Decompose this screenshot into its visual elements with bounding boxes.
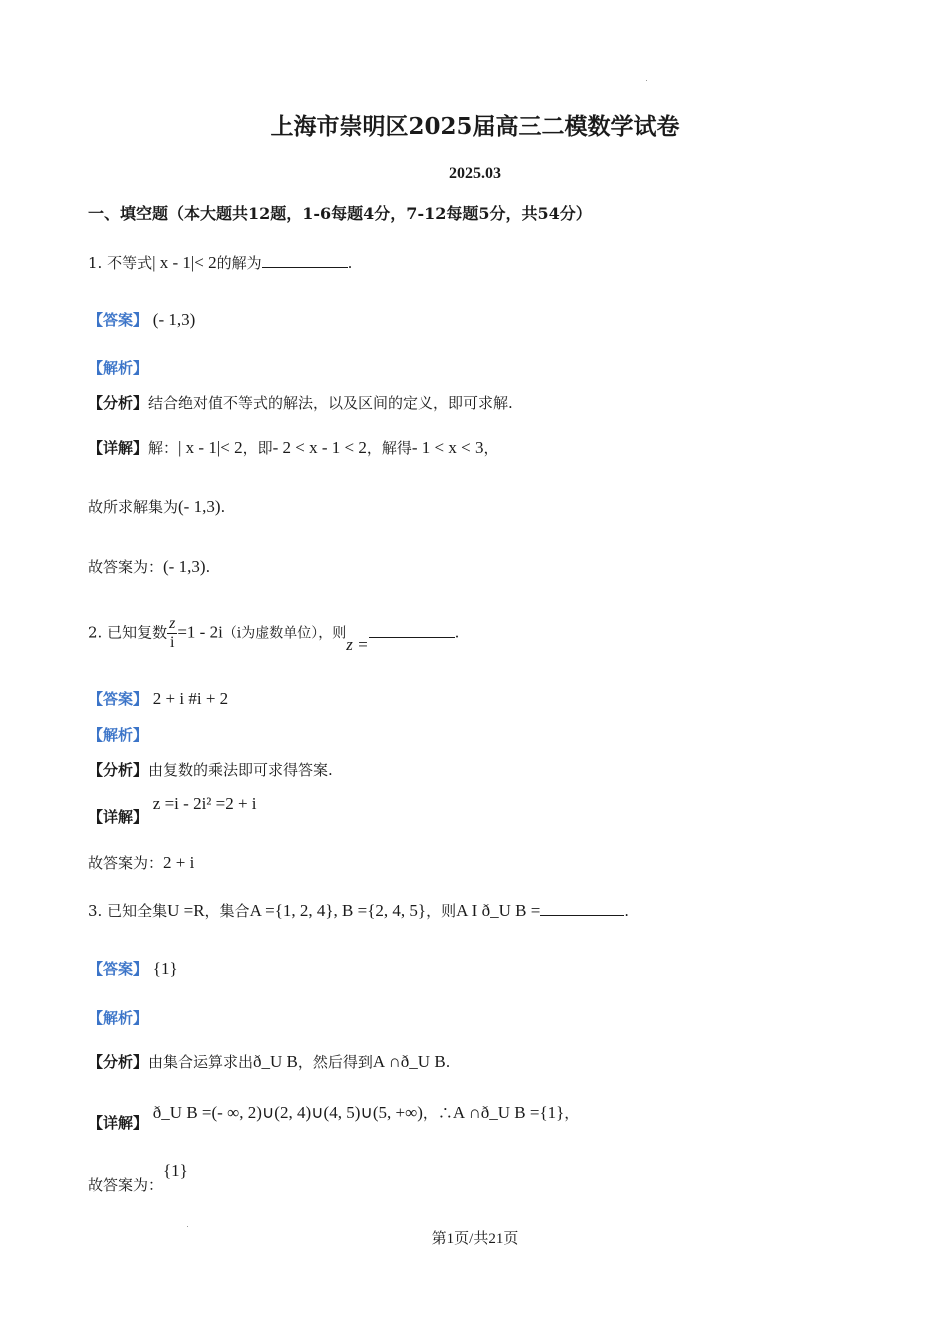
q2-answer: 【答案】 2 + i #i + 2: [88, 689, 229, 708]
scan-speck: [646, 80, 647, 81]
q2-detail: 【详解】 z =i - 2i² =2 + i: [88, 794, 257, 826]
q3-answer: 【答案】 {1}: [88, 959, 178, 978]
q3-stem: 3. 已知全集U =R，集合A ={1, 2, 4}, B ={2, 4, 5}，则A I ð_U B = .: [88, 901, 630, 920]
q2-final: 故答案为：2 + i: [88, 853, 195, 872]
fraction: $\frac{z}{i}$: [169, 615, 176, 651]
q1-stem: 1. 不等式| x - 1|< 2的解为 .: [88, 253, 353, 272]
section-heading: 一、填空题（本大题共12题，1-6每题4分，7-12每题5分，共54分）: [88, 204, 592, 223]
q3-detail: 【详解】 ð_U B =(- ∞, 2)∪(2, 4)∪(4, 5)∪(5, +∞)，∴A ∩ð_U B ={1}，: [88, 1103, 580, 1132]
q3-fenxi: 【分析】由集合运算求出ð_U B，然后得到A ∩ð_U B.: [88, 1052, 451, 1071]
q2-stem: 2. 已知复数 $\frac{z}{i}$ =1 - 2i（i为虚数单位），则z =.: [88, 615, 460, 654]
q2-fenxi: 【分析】由复数的乘法即可求得答案.: [88, 761, 333, 779]
q1-answer: 【答案】 (- 1,3): [88, 310, 196, 329]
q1-analysis-label: 【解析】: [88, 359, 149, 377]
page-title: 上海市崇明区2025届高三二模数学试卷: [270, 113, 680, 140]
q1-conclusion: 故所求解集为(- 1,3).: [88, 497, 226, 516]
q1-detail: 【详解】解：| x - 1|< 2，即- 2 < x - 1 < 2，解得- 1 < x < 3，: [88, 438, 499, 457]
q1-final: 故答案为：(- 1,3).: [88, 557, 211, 576]
answer-blank: [369, 623, 455, 638]
q3-analysis-label: 【解析】: [88, 1009, 149, 1027]
exam-date: 2025.03: [449, 165, 501, 182]
page-footer: 第1页/共21页: [431, 1231, 519, 1247]
answer-blank: [540, 901, 624, 916]
q3-final: 故答案为：{1}: [88, 1161, 188, 1194]
answer-blank: [262, 253, 348, 268]
q1-fenxi: 【分析】结合绝对值不等式的解法，以及区间的定义，即可求解.: [88, 394, 513, 412]
q2-analysis-label: 【解析】: [88, 726, 149, 744]
